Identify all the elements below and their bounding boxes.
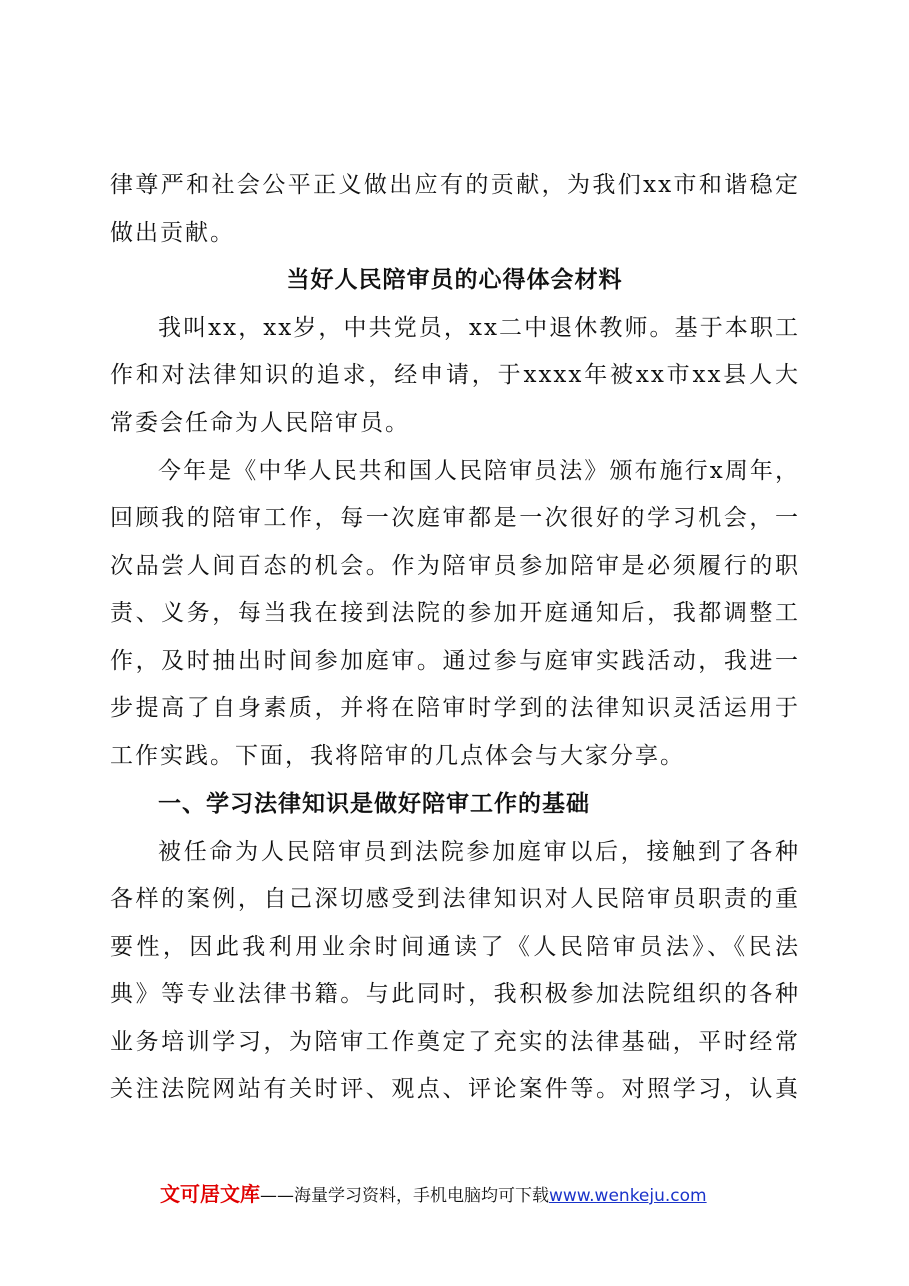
body-text-line: 次品尝人间百态的机会。作为陪审员参加陪审是必须履行的职: [110, 553, 800, 579]
footer-brand: 文可居文库: [160, 1182, 260, 1206]
body-text-line: 律尊严和社会公平正义做出应有的贡献，为我们xx市和谐稳定: [110, 172, 800, 198]
footer-website-link[interactable]: www.wenkeju.com: [549, 1186, 707, 1206]
body-text-line: 要性，因此我利用业余时间通读了《人民陪审员法》、《民法: [110, 934, 800, 960]
body-text-line: 作和对法律知识的追求，经申请，于xxxx年被xx市xx县人大: [110, 362, 800, 388]
page-footer: [160, 1181, 707, 1209]
body-text-line: 典》等专业法律书籍。与此同时，我积极参加法院组织的各种: [110, 981, 800, 1007]
body-text-line: 今年是《中华人民共和国人民陪审员法》颁布施行x周年，: [158, 458, 800, 484]
body-text-line: 步提高了自身素质，并将在陪审时学到的法律知识灵活运用于: [110, 695, 800, 721]
document-title: 当好人民陪审员的心得体会材料: [286, 266, 623, 293]
body-text-line: 我叫xx，xx岁，中共党员，xx二中退休教师。基于本职工: [158, 315, 800, 341]
body-text-line: 工作实践。下面，我将陪审的几点体会与大家分享。: [110, 743, 685, 769]
body-text-line: 各样的案例，自己深切感受到法律知识对人民陪审员职责的重: [110, 886, 800, 912]
footer-tagline: ——海量学习资料，手机电脑均可下载: [260, 1186, 549, 1206]
body-text-line: 回顾我的陪审工作，每一次庭审都是一次很好的学习机会，一: [110, 505, 800, 531]
body-text-line: 责、义务，每当我在接到法院的参加开庭通知后，我都调整工: [110, 600, 800, 626]
body-text-line: 关注法院网站有关时评、观点、评论案件等。对照学习，认真: [110, 1076, 800, 1102]
body-text-line: 业务培训学习，为陪审工作奠定了充实的法律基础，平时经常: [110, 1029, 800, 1055]
body-text-line: 被任命为人民陪审员到法院参加庭审以后，接触到了各种: [158, 839, 800, 865]
body-text-line: 作，及时抽出时间参加庭审。通过参与庭审实践活动，我进一: [110, 648, 800, 674]
body-text-line: 做出贡献。: [110, 220, 235, 246]
body-text-line: 常委会任命为人民陪审员。: [110, 410, 410, 436]
section-heading: 一、学习法律知识是做好陪审工作的基础: [158, 790, 590, 817]
